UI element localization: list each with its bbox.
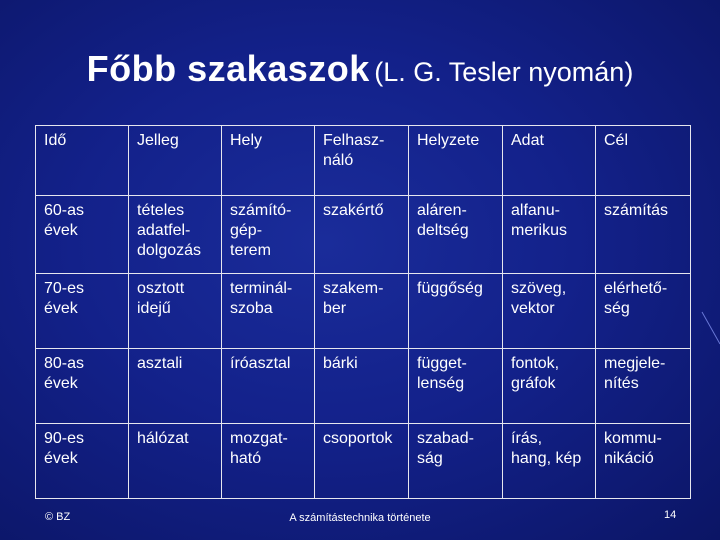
table-cell: alfanu- merikus bbox=[503, 196, 596, 274]
table-cell: osztott idejű bbox=[129, 274, 222, 349]
table-cell: tételes adatfel- dolgozás bbox=[129, 196, 222, 274]
table-cell: megjele- nítés bbox=[596, 349, 691, 424]
table-cell: csoportok bbox=[315, 424, 409, 499]
table-cell: számítás bbox=[596, 196, 691, 274]
table-cell: hálózat bbox=[129, 424, 222, 499]
table-header-cell: Helyzete bbox=[409, 126, 503, 196]
table-cell: függet- lenség bbox=[409, 349, 503, 424]
decorative-diagonal-line bbox=[700, 310, 720, 350]
table-cell: elérhető- ség bbox=[596, 274, 691, 349]
table-cell: aláren- deltség bbox=[409, 196, 503, 274]
table-cell: számító- gép- terem bbox=[222, 196, 315, 274]
table-row bbox=[36, 349, 691, 424]
table-cell: 70-es évek bbox=[36, 274, 129, 349]
slide-title-main: Főbb szakaszok bbox=[86, 48, 370, 89]
table-header-cell: Hely bbox=[222, 126, 315, 196]
table-row bbox=[36, 274, 691, 349]
table-cell: 60-as évek bbox=[36, 196, 129, 274]
table-header-row bbox=[36, 126, 691, 196]
table-cell: szöveg, vektor bbox=[503, 274, 596, 349]
table-header-cell: Jelleg bbox=[129, 126, 222, 196]
table-cell: 90-es évek bbox=[36, 424, 129, 499]
table-cell: mozgat- ható bbox=[222, 424, 315, 499]
slide-title-subtitle: (L. G. Tesler nyomán) bbox=[374, 57, 634, 87]
table-cell: íróasztal bbox=[222, 349, 315, 424]
footer-presentation-title: A számítástechnika története bbox=[289, 512, 431, 524]
table-cell: bárki bbox=[315, 349, 409, 424]
eras-table bbox=[35, 125, 691, 499]
table-cell: függőség bbox=[409, 274, 503, 349]
table-cell: fontok, gráfok bbox=[503, 349, 596, 424]
table-cell: kommu- nikáció bbox=[596, 424, 691, 499]
table-cell: terminál- szoba bbox=[222, 274, 315, 349]
footer-copyright: © BZ bbox=[45, 511, 71, 523]
table-header-cell: Idő bbox=[36, 126, 129, 196]
table-cell: 80-as évek bbox=[36, 349, 129, 424]
table-cell: szakértő bbox=[315, 196, 409, 274]
table-row bbox=[36, 424, 691, 499]
table-row bbox=[36, 196, 691, 274]
table-header-cell: Cél bbox=[596, 126, 691, 196]
table-header-cell: Felhasz- náló bbox=[315, 126, 409, 196]
table-cell: asztali bbox=[129, 349, 222, 424]
table-cell: írás, hang, kép bbox=[503, 424, 596, 499]
table-header-cell: Adat bbox=[503, 126, 596, 196]
table-cell: szabad- ság bbox=[409, 424, 503, 499]
slide-number: 14 bbox=[664, 509, 677, 521]
table-cell: szakem- ber bbox=[315, 274, 409, 349]
slide-title bbox=[0, 48, 720, 90]
